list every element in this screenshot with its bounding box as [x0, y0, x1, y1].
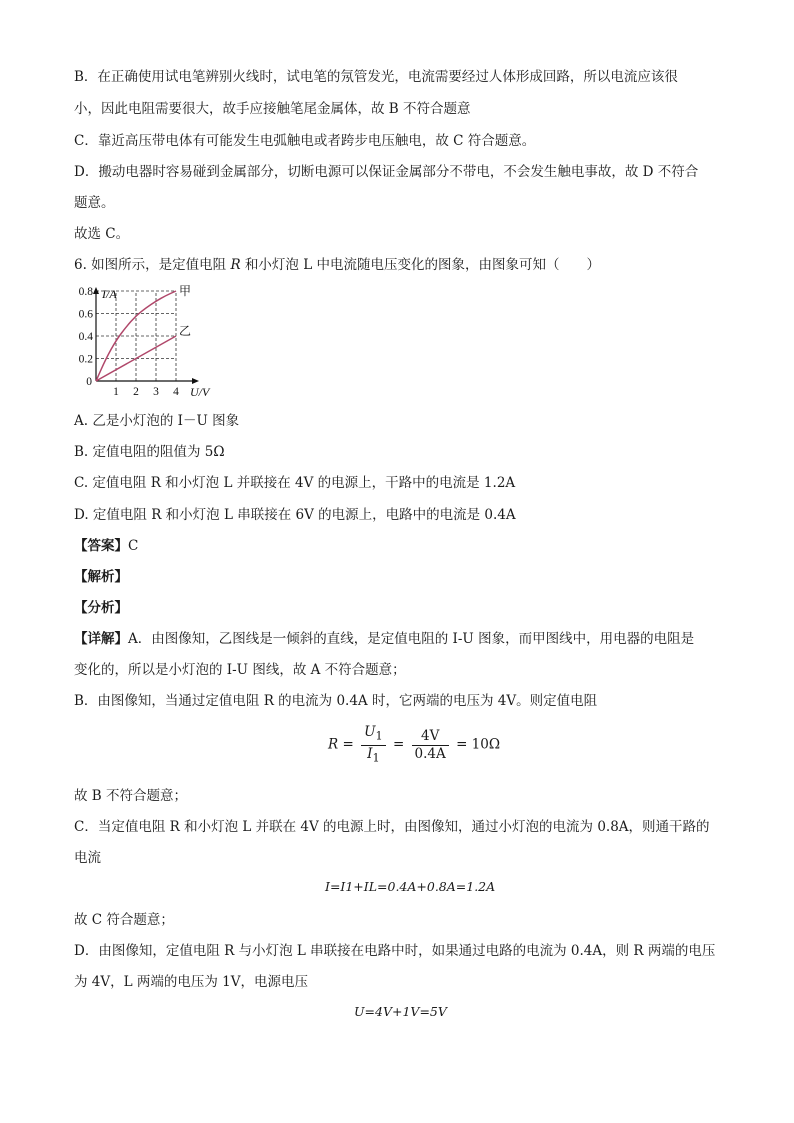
formula-voltage: U=4V+1V=5V — [354, 1004, 447, 1019]
detail-b-line1: B．由图像知，当通过定值电阻 R 的电流为 0.4A 时，它两端的电压为 4V。则定值电阻 — [74, 693, 598, 709]
formula-r-lhs: R = — [328, 736, 354, 753]
option-c: C. 定值电阻 R 和小灯泡 L 并联接在 4V 的电源上，干路中的电流是 1.2A — [74, 475, 516, 491]
question-stem-r: R — [230, 257, 241, 273]
fraction-values — [412, 728, 449, 763]
series-label-0: 甲 — [179, 284, 192, 298]
x-tick-label-0: 1 — [113, 386, 119, 398]
detail-a-line2: 变化的，所以是小灯泡的 I-U 图线，故 A 不符合题意； — [74, 662, 406, 678]
option-b-explanation-line2: 小，因此电阻需要很大，故手应接触笔尾金属体，故 B 不符合题意 — [74, 101, 471, 117]
option-d-explanation-line2: 题意。 — [74, 195, 115, 211]
i-symbol: I — [367, 745, 373, 762]
formula-eq: = — [392, 736, 405, 753]
detail-b-line2: 故 B 不符合题意； — [74, 788, 188, 804]
x-tick-label-2: 3 — [153, 386, 159, 398]
answer-line — [74, 537, 138, 555]
formula-current: I=I1+IL=0.4A+0.8A=1.2A — [325, 879, 496, 894]
detail-d-line2: 为 4V，L 两端的电压为 1V，电源电压 — [74, 974, 309, 990]
y-tick-label-0: 0.2 — [78, 353, 93, 366]
option-d: D. 定值电阻 R 和小灯泡 L 串联接在 6V 的电源上，电路中的电流是 0.4A — [74, 507, 516, 523]
y-tick-label-1: 0.4 — [78, 331, 93, 343]
detail-c-line2: 电流 — [74, 850, 101, 866]
i-subscript: 1 — [372, 751, 380, 765]
answer-label: 【答案】 — [74, 538, 128, 554]
detail-d-line1: D．由图像知，定值电阻 R 与小灯泡 L 串联接在电路中时，如果通过电路的电流为 0.4A，则 R 两端的电压 — [74, 943, 716, 959]
fraction-denominator — [361, 746, 386, 767]
y-axis-label: I/A — [102, 287, 117, 301]
chart-grid — [96, 291, 176, 381]
formula-resistance — [328, 724, 500, 766]
detail-label: 【详解】 — [74, 631, 128, 647]
y-tick-label-2: 0.6 — [78, 308, 93, 321]
detail-c-line3: 故 C 符合题意； — [74, 912, 174, 928]
fraction-numerator — [361, 724, 386, 746]
chart-labels — [79, 284, 211, 399]
fraction-u-over-i — [361, 724, 386, 766]
question-stem-part2: 和小灯泡 L 中电流随电压变化的图象，由图象可知（ ） — [240, 257, 600, 273]
question-stem-part1: 6. 如图所示，是定值电阻 — [74, 257, 231, 273]
x-tick-label-3: 4 — [173, 386, 179, 398]
detail-a-line1 — [74, 630, 694, 648]
analysis-label: 【解析】 — [74, 569, 128, 585]
formula-result: = 10Ω — [456, 736, 501, 753]
option-a: A. 乙是小灯泡的 I－U 图象 — [74, 413, 240, 429]
option-b: B. 定值电阻的阻值为 5Ω — [74, 444, 225, 460]
y-axis-arrow — [93, 287, 99, 294]
x-tick-label-1: 2 — [133, 386, 139, 398]
fenxi-label: 【分析】 — [74, 600, 128, 616]
x-axis-label: U/V — [190, 385, 210, 399]
detail-c-line1: C．当定值电阻 R 和小灯泡 L 并联在 4V 的电源上时，由图像知，通过小灯泡的电流为 0.8A，则通干路的 — [74, 819, 710, 835]
choose-answer: 故选 C。 — [74, 226, 130, 242]
option-d-explanation-line1: D．搬动电器时容易碰到金属部分，切断电源可以保证金属部分不带电，不会发生触电事故，故 D 不符合 — [74, 164, 699, 180]
answer-value: C — [128, 538, 139, 554]
iu-chart — [70, 284, 230, 404]
series-label-1: 乙 — [179, 324, 192, 338]
x-axis-arrow — [192, 378, 199, 384]
y-tick-label-3: 0.8 — [78, 286, 93, 298]
question-stem — [74, 256, 600, 274]
u-subscript: 1 — [375, 729, 383, 743]
detail-a-text: A．由图像知，乙图线是一倾斜的直线，是定值电阻的 I-U 图象，而甲图线中，用电器的电阻是 — [128, 631, 695, 647]
u-symbol: U — [364, 724, 376, 740]
fraction-values-denominator: 0.4A — [414, 745, 446, 762]
origin-label: 0 — [86, 376, 92, 388]
option-c-explanation: C．靠近高压带电体有可能发生电弧触电或者跨步电压触电，故 C 符合题意。 — [74, 133, 536, 149]
option-b-explanation-line1: B．在正确使用试电笔辨别火线时，试电笔的氖管发光，电流需要经过人体形成回路，所以电流应该很 — [74, 69, 678, 85]
fraction-values-numerator: 4V — [412, 728, 449, 746]
